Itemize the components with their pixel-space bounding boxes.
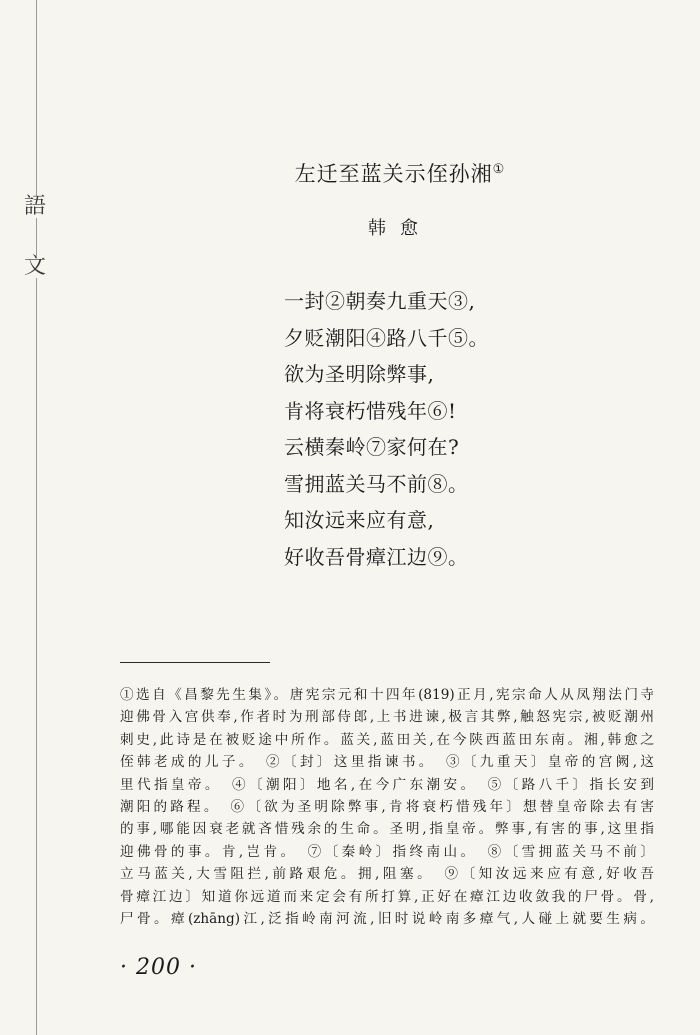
poem-line: 夕贬潮阳④路八千⑤。 [284, 325, 489, 350]
poem-line: 一封②朝奏九重天③, [284, 289, 476, 313]
poem-title-block [150, 160, 650, 188]
footnote-line: 尸骨。瘴(zhāng)江,泛指岭南河流,旧时说岭南多瘴气,人碰上就要生病。 [120, 911, 654, 928]
footnotes [120, 684, 654, 930]
footnote-line: 骨瘴江边〕知道你远道而来定会有所打算,正好在瘴江边收敛我的尸骨。骨, [120, 888, 654, 905]
margin-rule [36, 0, 37, 1035]
page-number: · 200 · [120, 955, 197, 980]
footnote-line: ①选自《昌黎先生集》。唐宪宗元和十四年(819)正月,宪宗命人从凤翔法门寺 [120, 687, 654, 703]
poem-body [284, 283, 644, 575]
footnote-line: 的事,哪能因衰老就吝惜残余的生命。圣明,指皇帝。弊事,有害的事,这里指 [120, 821, 654, 838]
poem-line: 雪拥蓝关马不前⑧。 [284, 471, 469, 496]
footnote-line: 潮阳的路程。 ⑥〔欲为圣明除弊事,肯将衰朽惜残年〕想替皇帝除去有害 [120, 799, 654, 816]
footnote-line: 迎佛骨入宫供奉,作者时为刑部侍郎,上书进谏,极言其弊,触怒宪宗,被贬潮州 [120, 709, 654, 726]
footnote-line: 立马蓝关,大雪阻拦,前路艰危。拥,阻塞。 ⑨〔知汝远来应有意,好收吾 [120, 866, 654, 883]
poem-line: 肯将衰朽惜残年⑥! [284, 398, 457, 423]
poem-line: 欲为圣明除弊事, [284, 362, 435, 386]
footnote-line: 刺史,此诗是在被贬途中所作。蓝关,蓝田关,在今陕西蓝田东南。湘,韩愈之 [120, 731, 654, 748]
footnote-line: 里代指皇帝。 ④〔潮阳〕地名,在今广东潮安。 ⑤〔路八千〕指长安到 [120, 776, 654, 793]
title-footnote-ref: ① [492, 162, 506, 177]
poem-line: 知汝远来应有意, [284, 508, 435, 532]
margin-mark-yu: 語 [6, 196, 64, 218]
footnote-divider [120, 662, 270, 663]
footnote-line: 侄韩老成的儿子。 ②〔封〕这里指谏书。 ③〔九重天〕皇帝的宫阙,这 [120, 754, 654, 771]
margin-mark-wen: 文 [6, 256, 64, 278]
poem-title: 左迁至蓝关示侄孙湘 [294, 162, 493, 186]
poem-line: 云横秦岭⑦家何在? [284, 435, 460, 459]
footnote-line: 迎佛骨的事。肯,岂肯。 ⑦〔秦岭〕指终南山。 ⑧〔雪拥蓝关马不前〕 [120, 843, 654, 860]
poem-author: 韩愈 [368, 218, 432, 239]
poem-line: 好收吾骨瘴江边⑨。 [284, 544, 469, 569]
